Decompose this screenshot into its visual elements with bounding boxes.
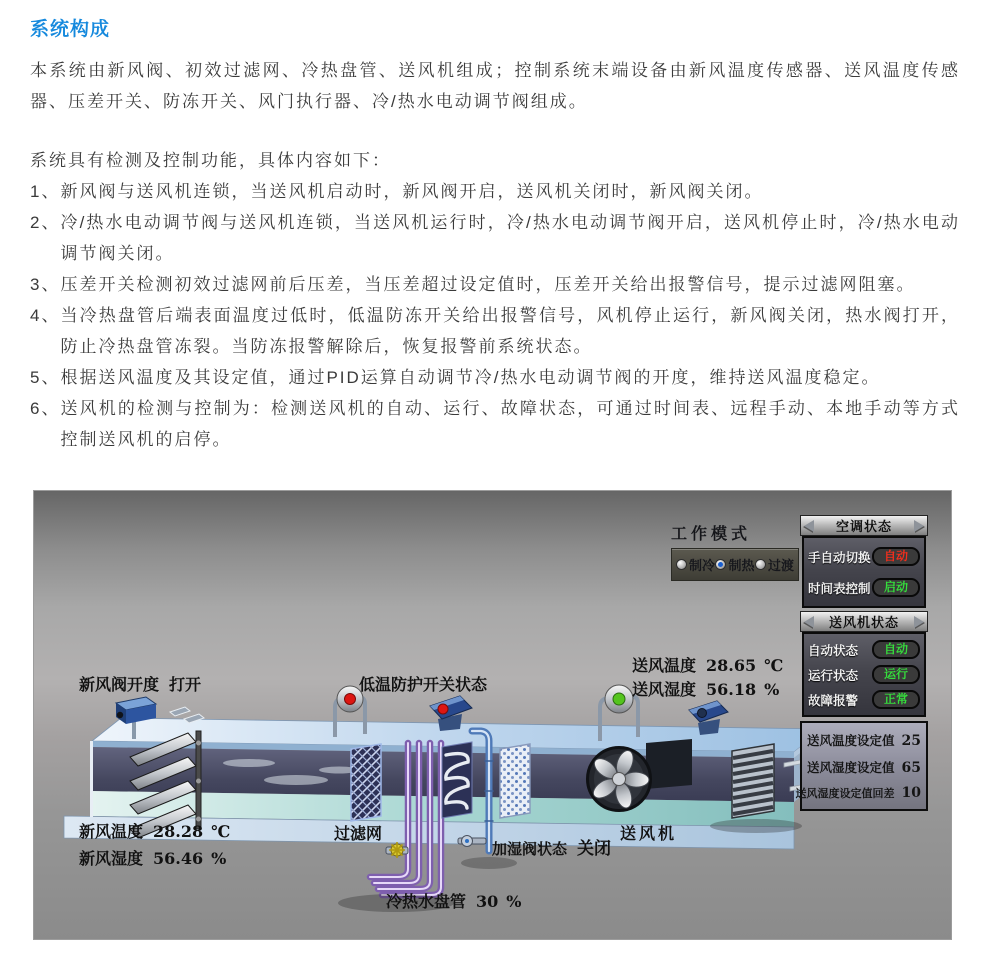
intro-paragraph: 本系统由新风阀、初效过滤网、冷热盘管、送风机组成；控制系统末端设备由新风温度传感器、送风温度传感器、压差开关、防冻开关、风门执行器、冷/热水电动调节阀组成。 bbox=[30, 61, 960, 111]
list-item: 1、 新风阀与送风机连锁，当送风机启动时，新风阀开启，送风机关闭时，新风阀关闭。 bbox=[30, 182, 764, 201]
section-lead: 系统具有检测及控制功能，具体内容如下： bbox=[30, 151, 391, 170]
status-row: 手自动切换 自动 bbox=[808, 547, 920, 566]
panel-title: 空调状态 bbox=[835, 520, 892, 535]
setpoints-panel bbox=[795, 721, 928, 811]
supply-temp-label: 送风温度 28.65 ℃ bbox=[632, 656, 784, 675]
setpoint-row: 送风湿度设定值 65 bbox=[807, 759, 921, 776]
outlet-louver bbox=[732, 744, 774, 818]
fan-label: 送风机 bbox=[620, 824, 678, 843]
fan-status-header bbox=[800, 611, 928, 632]
list-item: 2、 冷/热水电动调节阀与送风机连锁，当送风机运行时，冷/热水电动调节阀开启，送风机停止时，冷/热水电动调节阀关闭。 bbox=[30, 213, 960, 263]
fan-fault-status[interactable]: 正常 bbox=[872, 690, 920, 709]
fan-run-status[interactable]: 运行 bbox=[872, 665, 920, 684]
feature-list bbox=[30, 176, 960, 455]
heat-exchanger-coil bbox=[442, 742, 472, 818]
humidifier-grid bbox=[500, 744, 530, 818]
status-row: 时间表控制 启动 bbox=[808, 578, 920, 597]
radio-option-heating[interactable]: 制热 bbox=[715, 555, 754, 574]
panel-title: 送风机状态 bbox=[828, 616, 899, 631]
list-item: 5、 根据送风温度及其设定值，通过PID运算自动调节冷/热水电动调节阀的开度，维持送风温度稳定。 bbox=[30, 368, 881, 387]
setpoint-row: 送风湿度设定值回差 10 bbox=[795, 784, 921, 801]
humidifier-status-label: 加湿阀状态 关闭 bbox=[492, 839, 612, 859]
hmi-screenshot bbox=[33, 490, 952, 940]
list-item: 6、 送风机的检测与控制为：检测送风机的自动、运行、故障状态，可通过时间表、远程手动、本地手动等方式控制送风机的启停。 bbox=[30, 399, 960, 449]
status-row: 自动状态 自动 bbox=[808, 640, 920, 659]
work-mode-radio-group bbox=[671, 548, 799, 581]
scroll-left-icon[interactable] bbox=[804, 520, 814, 532]
list-item: 4、 当冷热盘管后端表面温度过低时，低温防冻开关给出报警信号，风机停止运行，新风阀关闭，热水阀打开，防止冷热盘管冻裂。当防冻报警解除后，恢复报警前系统状态。 bbox=[30, 306, 960, 356]
status-row: 故障报警 正常 bbox=[808, 690, 920, 709]
outlet-shadow bbox=[710, 819, 802, 833]
status-row: 运行状态 运行 bbox=[808, 665, 920, 684]
schedule-control-toggle[interactable]: 启动 bbox=[872, 578, 920, 597]
work-mode-title: 工作模式 bbox=[671, 524, 752, 543]
fan-auto-status[interactable]: 自动 bbox=[872, 640, 920, 659]
radio-icon bbox=[715, 559, 726, 570]
scroll-right-icon[interactable] bbox=[914, 520, 924, 532]
document-area bbox=[30, 10, 960, 455]
scroll-right-icon[interactable] bbox=[914, 616, 924, 628]
coil-status-label: 冷热水盘管 30 % bbox=[386, 892, 522, 911]
radio-icon bbox=[755, 559, 766, 570]
page-title: 系统构成 bbox=[30, 19, 111, 40]
fresh-hum-label: 新风湿度 56.46 % bbox=[79, 849, 227, 868]
fan-status-panel bbox=[802, 632, 926, 717]
setpoint-row: 送风温度设定值 25 bbox=[807, 733, 921, 750]
list-item: 3、 压差开关检测初效过滤网前后压差，当压差超过设定值时，压差开关给出报警信号，提示过滤网阻塞。 bbox=[30, 275, 916, 294]
supply-hum-setpoint[interactable]: 65 bbox=[901, 759, 921, 776]
ac-status-header bbox=[800, 515, 928, 536]
scroll-left-icon[interactable] bbox=[804, 616, 814, 628]
supply-temp-setpoint[interactable]: 25 bbox=[901, 733, 921, 750]
ac-status-panel bbox=[802, 536, 926, 608]
fresh-temp-label: 新风温度 28.28 ℃ bbox=[79, 822, 231, 841]
coil-valve bbox=[386, 842, 408, 858]
radio-icon bbox=[676, 559, 687, 570]
damper-status-label: 新风阀开度 打开 bbox=[79, 675, 202, 694]
filter-screen bbox=[351, 744, 381, 821]
freeze-status-label: 低温防护开关状态 bbox=[359, 675, 488, 694]
hand-auto-toggle[interactable]: 自动 bbox=[872, 547, 920, 566]
radio-option-transition[interactable]: 过渡 bbox=[755, 555, 794, 574]
supply-hum-label: 送风湿度 56.18 % bbox=[632, 680, 780, 699]
filter-label: 过滤网 bbox=[334, 824, 383, 843]
supply-hum-deadband[interactable]: 10 bbox=[901, 784, 921, 801]
radio-option-cooling[interactable]: 制冷 bbox=[676, 555, 715, 574]
